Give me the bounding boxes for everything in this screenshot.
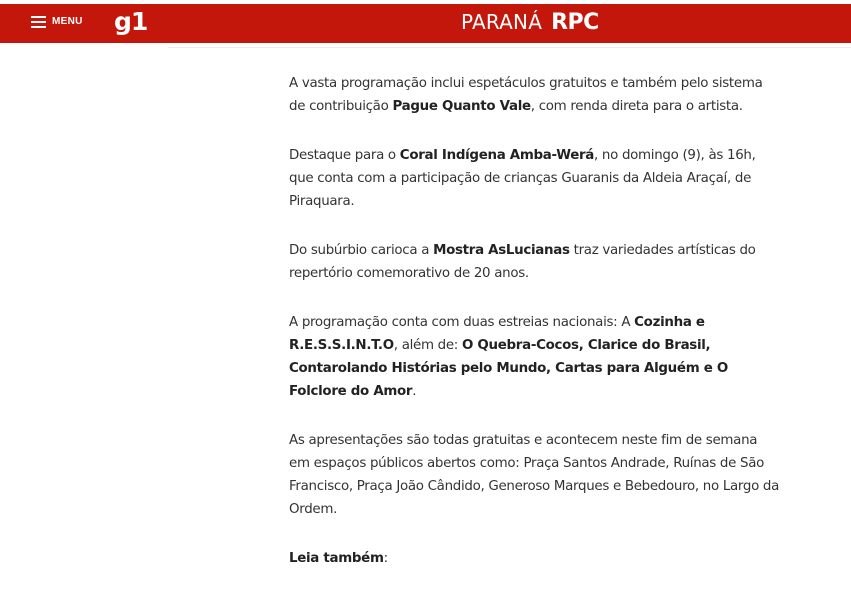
- text-segment: Destaque para o: [289, 148, 400, 163]
- menu-label: MENU: [52, 16, 83, 27]
- top-header-bar: [0, 4, 851, 43]
- text-segment: , no domingo (9), às 16h, que conta com a participação de crianças Guaranis da Aldeia Araçaí, de Piraquara.: [289, 148, 756, 209]
- bold-highlight: O Quebra-Cocos, Clarice do Brasil, Contarolando Histórias pelo Mundo, Cartas para Alguém e O Folclore do Amor: [289, 338, 728, 399]
- paragraph-mostra: [289, 239, 781, 285]
- bold-highlight: Coral Indígena Amba-Werá: [399, 148, 595, 163]
- paragraph-programming: [289, 72, 781, 118]
- text-segment: traz variedades artísticas do repertório comemorativo de 20 anos.: [289, 243, 756, 281]
- article-body: [289, 72, 781, 596]
- text-segment: , com renda direta para o artista.: [530, 99, 743, 114]
- affiliate-logo[interactable]: [461, 10, 599, 35]
- text-segment: A vasta programação inclui espetáculos gratuitos e também pelo sistema de contribuição: [289, 76, 763, 114]
- text-segment: , além de:: [393, 338, 462, 353]
- header-divider: [168, 47, 851, 48]
- paragraph-venues: [289, 429, 781, 521]
- paragraph-premieres: [289, 311, 781, 403]
- text-segment: A programação conta com duas estreias nacionais: A: [289, 315, 635, 330]
- bold-highlight: Mostra AsLucianas: [433, 243, 570, 258]
- paragraph-coral: [289, 144, 781, 213]
- affiliate-region: PARANÁ: [461, 10, 543, 34]
- affiliate-brand: RPC: [551, 10, 599, 35]
- text-segment: :: [383, 551, 388, 566]
- text-segment: As apresentações são todas gratuitas e acontecem neste fim de semana em espaços públicos abertos como: Praça Santos Andrade, Ruínas de São Francisco, Praça João Cândido, Generoso Marques e Bebedouro, no Largo da Ordem.: [289, 433, 780, 517]
- hamburger-icon: [31, 16, 46, 27]
- paragraph-read-also: [289, 547, 781, 570]
- bold-highlight: Pague Quanto Vale: [392, 99, 531, 114]
- text-segment: Do subúrbio carioca a: [289, 243, 434, 258]
- bold-highlight: Cozinha e R.E.S.S.I.N.T.O: [289, 315, 705, 353]
- read-also-label: Leia também: [289, 551, 384, 566]
- text-segment: .: [412, 384, 417, 399]
- menu-button[interactable]: [31, 16, 83, 27]
- g1-logo[interactable]: g1: [114, 7, 148, 36]
